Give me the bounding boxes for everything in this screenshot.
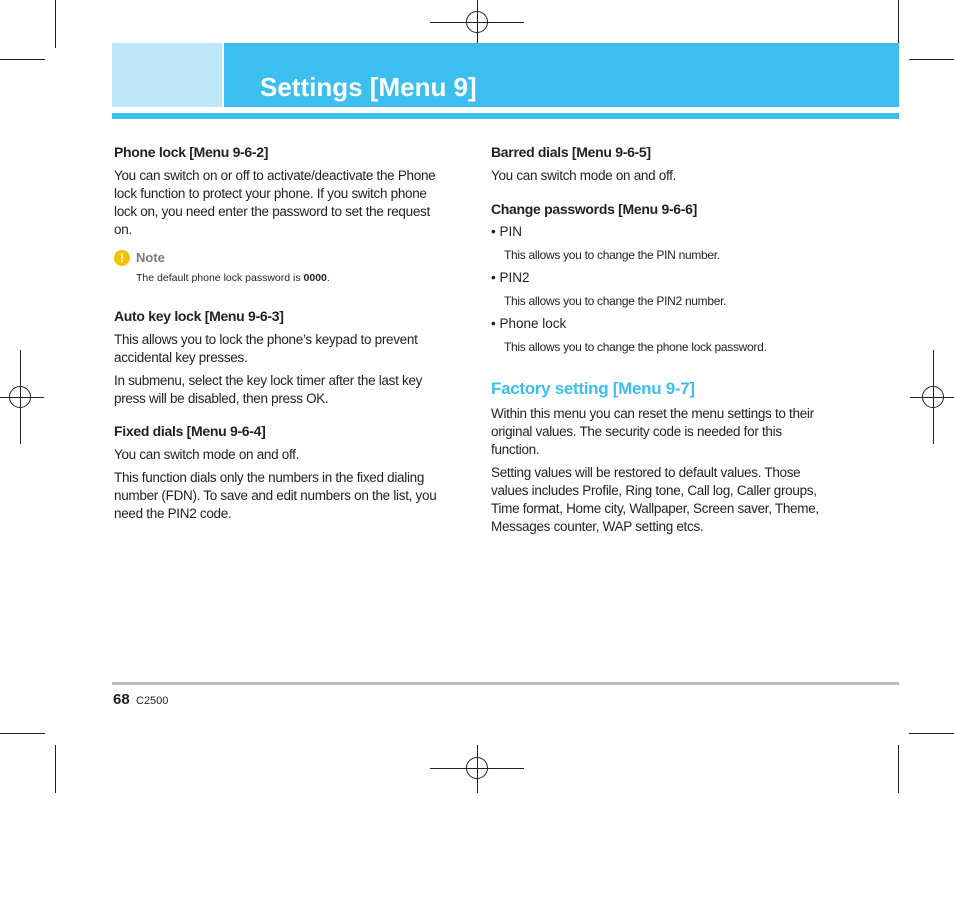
pin2-desc: This allows you to change the PIN2 number. xyxy=(504,294,727,308)
factory-setting-heading: Factory setting [Menu 9-7] xyxy=(491,379,695,398)
header-accent-block xyxy=(112,43,222,107)
fixed-dials-heading: Fixed dials [Menu 9-6-4] xyxy=(114,423,266,439)
phone-lock-line-1: You can switch on or off to activate/deactivate the Phone xyxy=(114,168,436,183)
phone-lock-line-3: lock on, you need enter the password to set the request xyxy=(114,204,430,219)
model-name: C2500 xyxy=(136,695,169,707)
header-rule xyxy=(112,113,899,119)
phone-lock-item: • Phone lock xyxy=(491,316,567,331)
pin-desc: This allows you to change the PIN number. xyxy=(504,248,720,262)
phone-lock-heading: Phone lock [Menu 9-6-2] xyxy=(114,144,269,160)
factory-setting-p1-line-2: original values. The security code is needed for this xyxy=(491,424,782,439)
exclamation-icon: ! xyxy=(114,250,130,266)
factory-setting-p2-line-4: Messages counter, WAP setting etcs. xyxy=(491,519,704,534)
barred-dials-text: You can switch mode on and off. xyxy=(491,168,677,183)
factory-setting-p2-line-2: values includes Profile, Ring tone, Call log, Caller groups, xyxy=(491,483,817,498)
barred-dials-heading: Barred dials [Menu 9-6-5] xyxy=(491,144,651,160)
footer-rule xyxy=(112,682,899,685)
note-text: The default phone lock password is 0000. xyxy=(136,272,330,284)
fixed-dials-p2-line-2: number (FDN). To save and edit numbers on the list, you xyxy=(114,488,437,503)
fixed-dials-p2-line-3: need the PIN2 code. xyxy=(114,506,232,521)
page-title: Settings [Menu 9] xyxy=(260,72,477,102)
change-passwords-heading: Change passwords [Menu 9-6-6] xyxy=(491,201,698,217)
factory-setting-p2-line-3: Time format, Home city, Wallpaper, Screen saver, Theme, xyxy=(491,501,819,516)
pin2-item: • PIN2 xyxy=(491,270,530,285)
auto-key-lock-p2-line-2: press will be disabled, then press OK. xyxy=(114,391,329,406)
auto-key-lock-p1-line-2: accidental key presses. xyxy=(114,350,248,365)
page-number: 68 xyxy=(113,691,130,708)
fixed-dials-p2-line-1: This function dials only the numbers in the fixed dialing xyxy=(114,470,425,485)
note-label: Note xyxy=(136,250,165,265)
fixed-dials-p1: You can switch mode on and off. xyxy=(114,447,300,462)
pin-item: • PIN xyxy=(491,224,522,239)
phone-lock-line-4: on. xyxy=(114,222,132,237)
phone-lock-desc: This allows you to change the phone lock password. xyxy=(504,340,767,354)
phone-lock-line-2: lock function to protect your phone. If you switch phone xyxy=(114,186,427,201)
auto-key-lock-heading: Auto key lock [Menu 9-6-3] xyxy=(114,308,284,324)
factory-setting-p1-line-1: Within this menu you can reset the menu settings to their xyxy=(491,406,814,421)
factory-setting-p1-line-3: function. xyxy=(491,442,540,457)
auto-key-lock-p2-line-1: In submenu, select the key lock timer after the last key xyxy=(114,373,423,388)
factory-setting-p2-line-1: Setting values will be restored to default values. Those xyxy=(491,465,801,480)
auto-key-lock-p1-line-1: This allows you to lock the phone’s keypad to prevent xyxy=(114,332,418,347)
